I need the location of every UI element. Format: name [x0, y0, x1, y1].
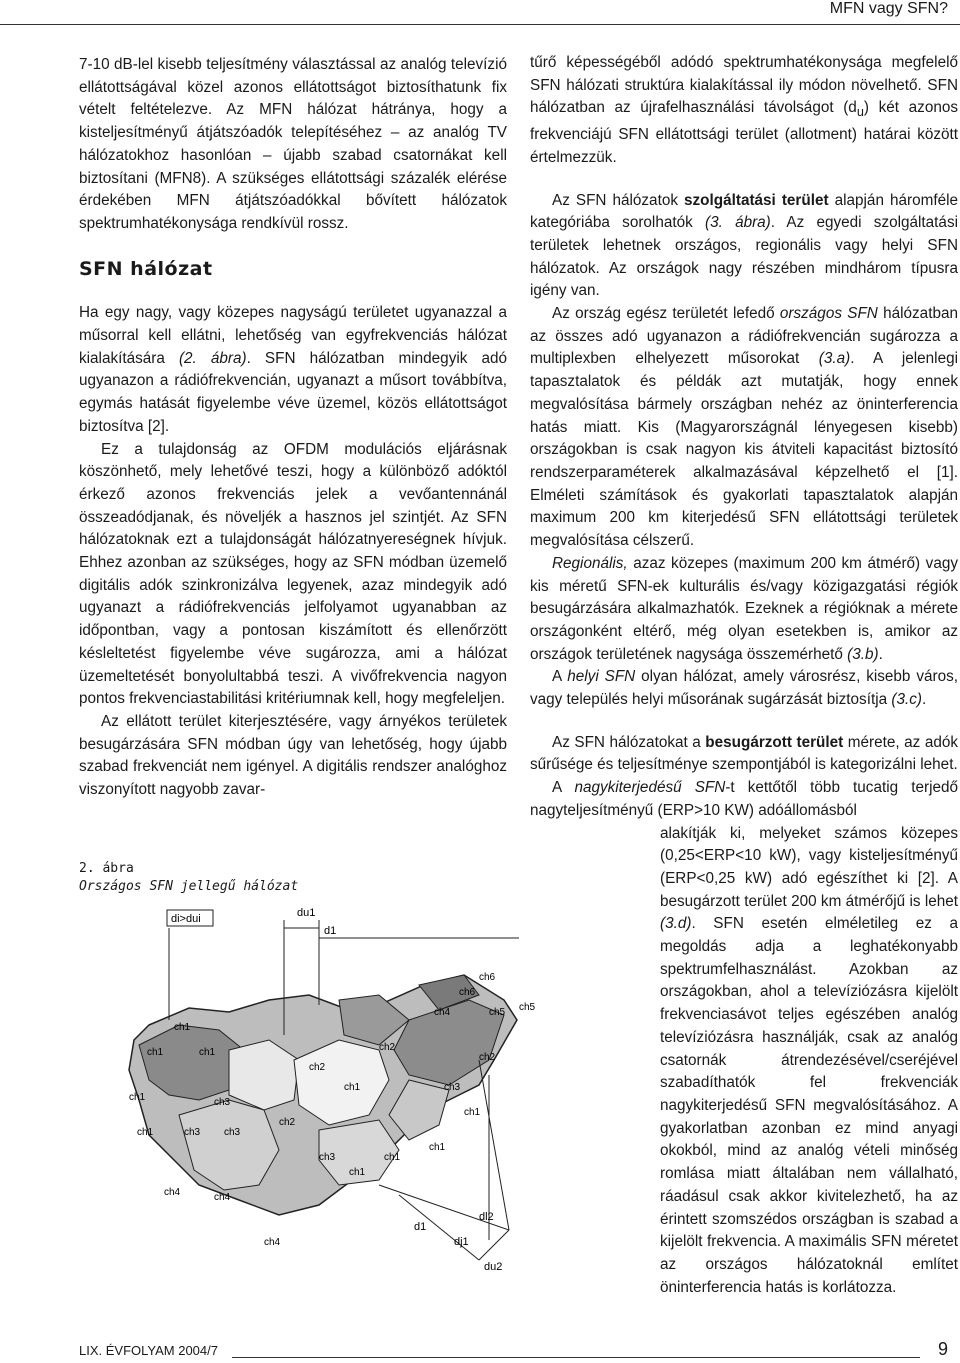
svg-text:ch1: ch1	[344, 1082, 361, 1093]
svg-text:ch2: ch2	[309, 1062, 326, 1073]
running-header: MFN vagy SFN?	[829, 0, 948, 17]
svg-text:ch3: ch3	[444, 1082, 461, 1093]
figure-number: 2. ábra	[79, 861, 134, 876]
paragraph: A nagykiterjedésű SFN-t kettőtől több tucatig terjedő nagyteljesítményű (ERP>10 KW) adóállomásból	[530, 779, 958, 819]
svg-text:ch5: ch5	[519, 1002, 536, 1013]
label-d1-bottom: d1	[414, 1221, 427, 1233]
left-column	[79, 54, 507, 802]
figure-caption	[79, 860, 519, 896]
paragraph: Az SFN hálózatok szolgáltatási terület alapján háromféle kategóriába sorolhatók (3. ábra). Az egyedi szolgáltatási területek lehetnek országos, regionális vagy helyi SFN hálózatok. Az országok nagy részében mindhárom típusra igény van.	[530, 191, 958, 300]
svg-text:ch1: ch1	[384, 1152, 401, 1163]
paragraph: Ez a tulajdonság az OFDM modulációs eljárásnak köszönhető, mely lehetővé teszi, hogy a különböző adóktól érkező azonos frekvenciás jelek a vevőantennánál összeadódjanak, és növeljék a hasznos jel szintjét. Az SFN hálózatoknak ezt a tulajdonságát hálózatnyereségnek hívjuk. Ehhez azonban az szükséges, hogy az SFN módban üzemelő digitális adók szinkronizálva legyenek, azaz mindegyik adó ugyanazt a rádiófrekvenciás jelfolyamot ugyanabban az időpontban, vagy a pontosan kiszámított és ellenőrzött késleltetést figyelembe véve sugározza, ami a hálózat üzemeltetését bonyolultabbá teszi. A vivőfrekvencia nagyon pontos frekvenciastabilitási kritériumnak kell, hogy megfeleljen.	[79, 440, 507, 708]
svg-text:ch1: ch1	[147, 1047, 164, 1058]
svg-text:ch5: ch5	[489, 1007, 506, 1018]
svg-text:ch3: ch3	[214, 1097, 231, 1108]
svg-text:ch2: ch2	[279, 1117, 296, 1128]
figure-sfn-map	[79, 860, 536, 1320]
page-number: 9	[937, 1339, 948, 1359]
svg-text:ch1: ch1	[129, 1092, 146, 1103]
svg-text:ch6: ch6	[479, 972, 496, 983]
header-rule	[0, 24, 960, 25]
label-dl2: dl2	[479, 1211, 494, 1223]
paragraph: Ha egy nagy, vagy közepes nagyságú területet ugyanazzal a műsorral kell ellátni, lehetőség van egyfrekvenciás hálózat kialakítására (2. ábra). SFN hálózatban mindegyik adó ugyanazon a rádiófrekvencián, ugyanazt a műsort továbbítva, egymás hatását figyelembe véve üzemel, közös ellátottságot biztosítva [2].	[79, 304, 507, 435]
label-d1: d1	[324, 925, 337, 937]
svg-text:ch4: ch4	[264, 1237, 281, 1248]
figure-title: Országos SFN jellegű hálózat	[79, 879, 299, 894]
svg-text:ch2: ch2	[379, 1042, 396, 1053]
svg-text:ch4: ch4	[164, 1187, 181, 1198]
footer-rule	[232, 1357, 920, 1358]
svg-text:ch1: ch1	[464, 1107, 481, 1118]
label-dj1: dj1	[454, 1236, 469, 1248]
section-heading: SFN hálózat	[79, 257, 213, 280]
right-column	[530, 52, 958, 1299]
paragraph: Regionális, azaz közepes (maximum 200 km átmérő) vagy kis méretű SFN-ek kulturális és/vagy közigazgatási régiók besugárzására alkalmazhatók. Ezeknek a régióknak a mérete országonként eltérő, még olyan esetekben is, amikor az országok területének nagysága összemérhető (3.b).	[530, 554, 958, 663]
footer-journal: LIX. ÉVFOLYAM 2004/7	[79, 1343, 218, 1358]
paragraph: tűrő képességéből adódó spektrumhatékonysága megfelelő SFN hálózati struktúra kialakítással ily módon növelhető. SFN hálózatban az újrafelhasználási távolságot $(d_u)$ két azonos frekvenciájú SFN ellátottsági terület (allotment) határai között értelmezzük.	[530, 54, 958, 166]
paragraph: A helyi SFN olyan hálózat, amely városrész, kisebb város, vagy település helyi műsorának sugárzását biztosítja (3.c).	[530, 668, 958, 709]
svg-text:ch1: ch1	[349, 1167, 366, 1178]
label-di-du: di>dui	[171, 913, 201, 925]
svg-text:ch6: ch6	[459, 987, 476, 998]
svg-text:ch3: ch3	[224, 1127, 241, 1138]
paragraph: Az ország egész területét lefedő országos SFN hálózatban az összes adó ugyanazon a rádiófrekvencián sugározza a multiplexben elhelyezett műsorokat (3.a). A jelenlegi tapasztalatok és példák azt mutatják, hogy ennek megvalósítása bármely országban nehéz az öninterferencia hatás miatt. Kis (Magyarországnál lényegesen kisebb) országokban is csak nagyon kis átviteli kapacitást biztosító rendszerparaméterek alkalmazásával képzelhető el [1]. Elméleti számítások és gyakorlati tapasztalatok alapján maximum 200 km kiterjedésű SFN ellátottsági területek megvalósítása célszerű.	[530, 305, 958, 550]
paragraph: Az ellátott terület kiterjesztésére, vagy árnyékos területek besugárzására SFN módban úgy van lehetőség, hogy újabb szabad frekvenciát nem igényel. A digitális rendszer analóghoz viszonyított nagyobb zavar-	[79, 712, 507, 799]
paragraph-wrapped: alakítják ki, melyeket számos közepes (0,25<ERP<10 kW), vagy kisteljesítményű (ERP<0,25 kW) adó egészíthet ki [2]. A besugárzott terület 200 km átmérőjű is lehet (3.d). SFN esetén elméletileg ez a megoldás adja a leghatékonyabb spektrumfelhasználást. Azokban az országokban, ahol a televíziózásra kijelölt frekvenciasávot teljes egészében analóg televíziózásra használják, csak az analóg csatornák átrendezésével/cseréjével szabadíthatók fel frekvenciák nagykiterjedésű SFN megvalósításához. A gyakorlatban azonban ez mind anyagi okokból, mind az analóg vételi minőség romlása miatt általában nem vállalható, ráadásul csak akkor kivitelezhető, ha az érintett szomszédos országban is szabad a kijelölt frekvencia. A maximális SFN méretet az országos hálózatoknál említet öninterferencia hatás is korlátozza.	[660, 824, 958, 1296]
svg-text:ch4: ch4	[214, 1192, 231, 1203]
label-du2: du2	[484, 1261, 503, 1273]
svg-text:ch3: ch3	[319, 1152, 336, 1163]
svg-text:ch1: ch1	[199, 1047, 216, 1058]
hungary-sfn-map	[79, 900, 536, 1320]
paragraph: Az SFN hálózatokat a besugárzott terület mérete, az adók sűrűsége és teljesítménye szempontjából is kategorizálni lehet.	[530, 733, 958, 774]
svg-text:ch1: ch1	[137, 1127, 154, 1138]
svg-text:ch4: ch4	[434, 1007, 451, 1018]
svg-text:ch1: ch1	[429, 1142, 446, 1153]
label-du1: du1	[297, 907, 316, 919]
svg-text:ch1: ch1	[174, 1022, 191, 1033]
paragraph: 7-10 dB-lel kisebb teljesítmény választással az analóg televízió ellátottságával közel azonos ellátottságot biztosíthatunk fix vételt feltételezve. Az MFN hálózat hátránya, hogy a kisteljesítményű átjátszóadók telepítéséhez – az analóg TV hálózatokhoz hasonlóan – újabb szabad csatornákat kell biztosítani (MFN8). A szükséges ellátottsági százalék elérése érdekében MFN átjátszóadókkal bővített hálózatok spektrumhatékonysága rendkívül rossz.	[79, 56, 507, 232]
svg-text:ch2: ch2	[479, 1052, 496, 1063]
svg-text:ch3: ch3	[184, 1127, 201, 1138]
